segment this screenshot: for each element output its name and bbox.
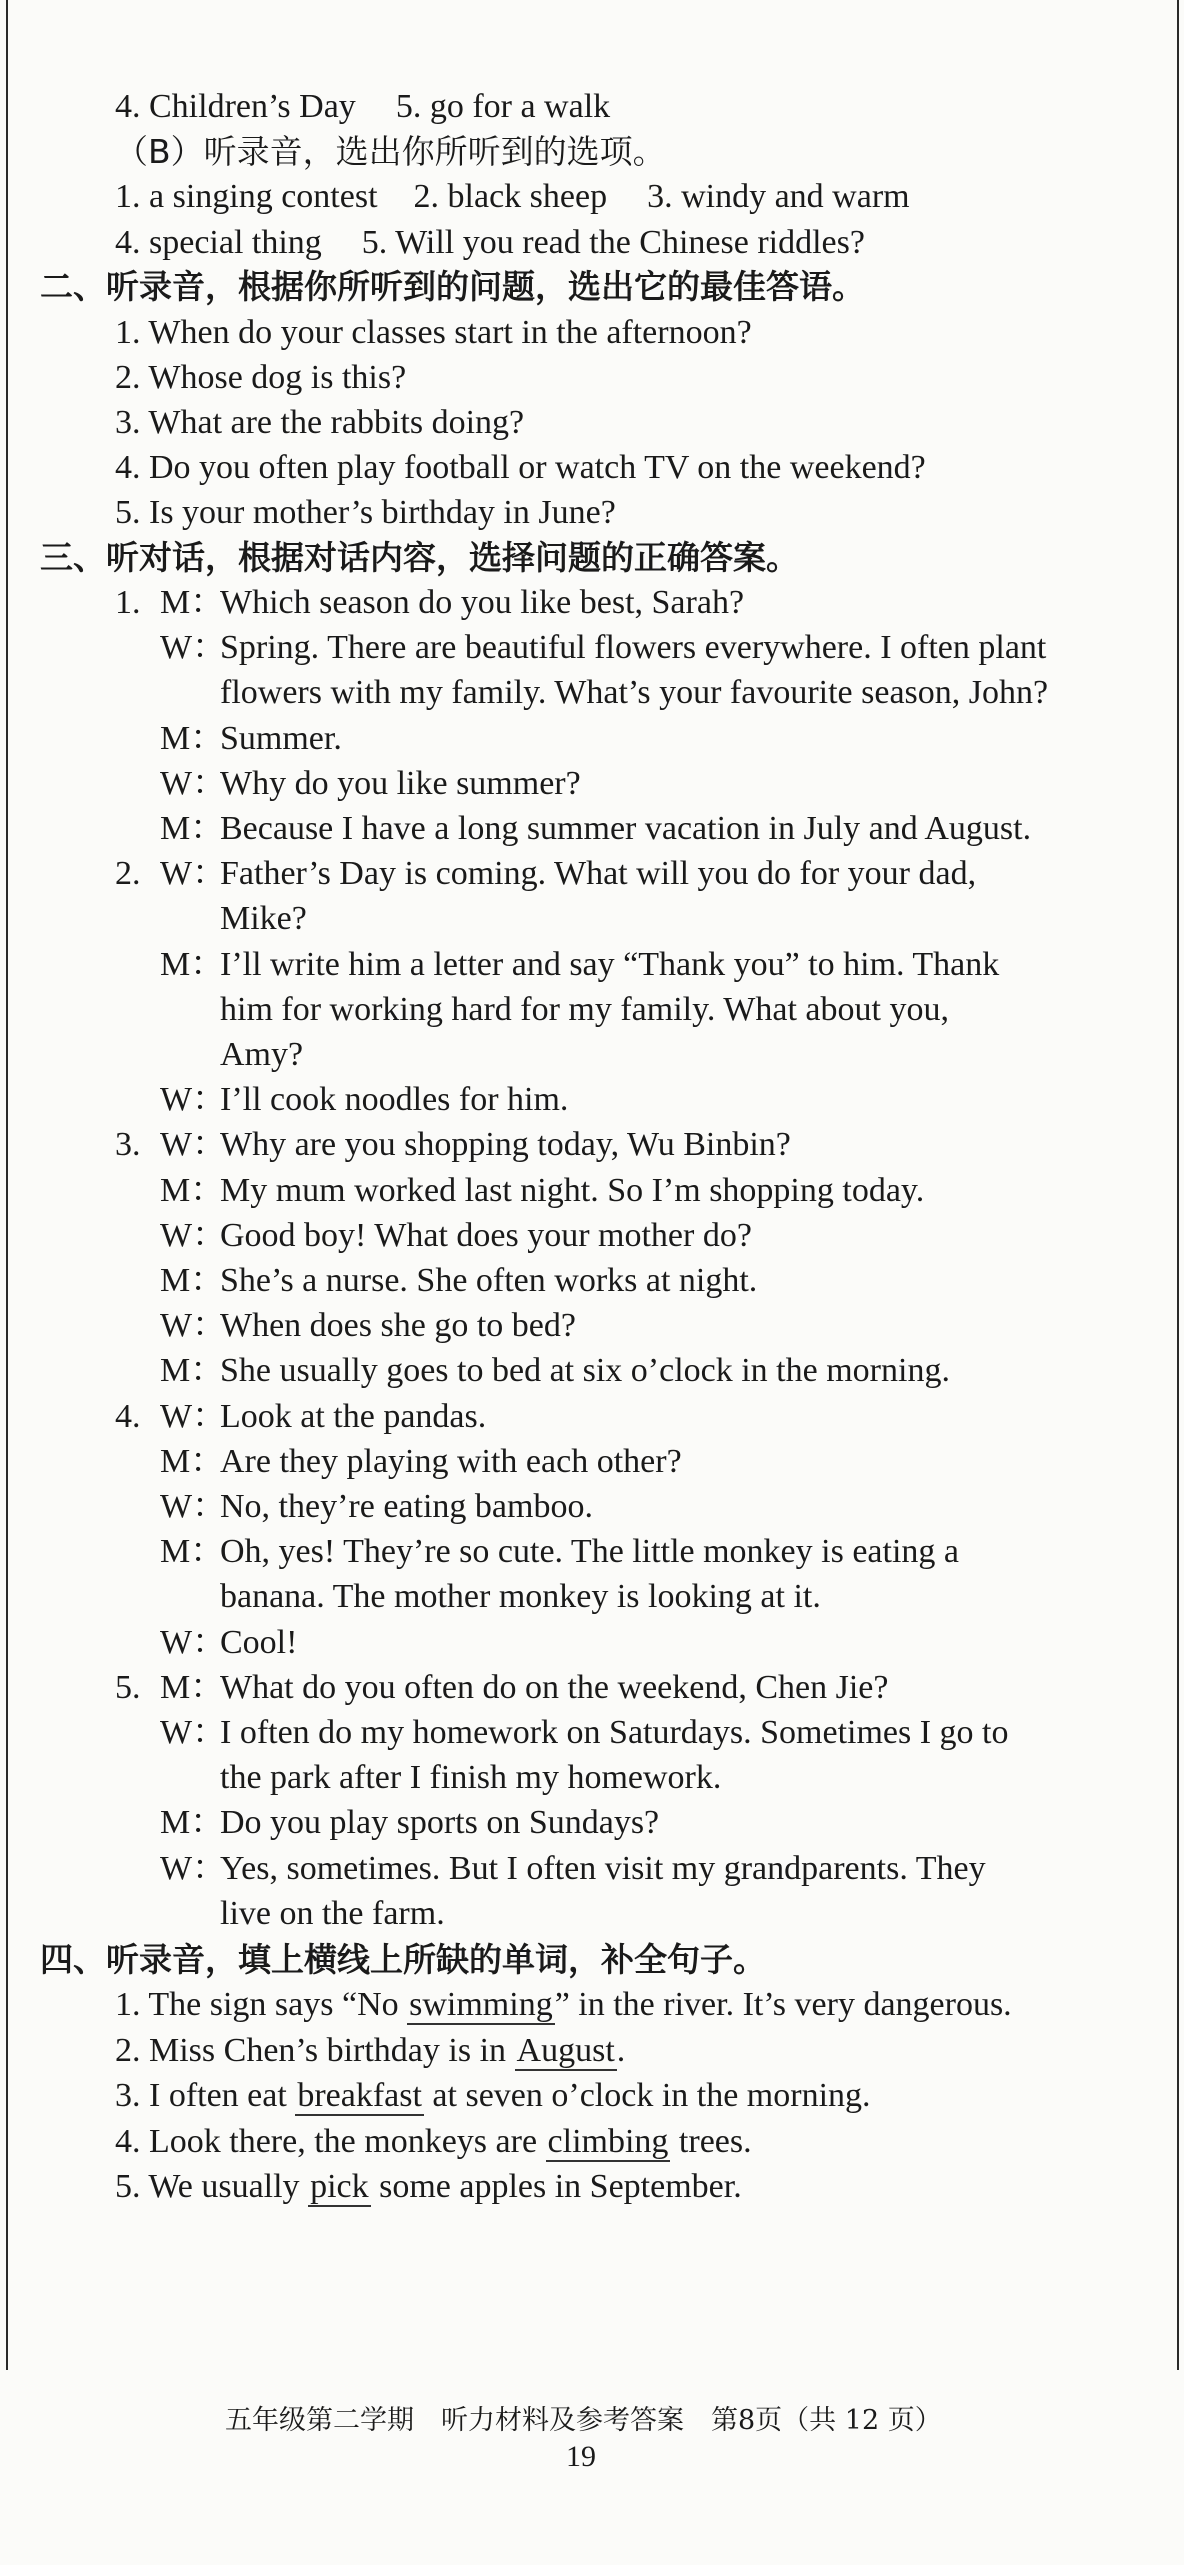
dialogue-number: 4. [115, 1397, 141, 1435]
dialogue-line [115, 1484, 593, 1530]
dialogue-line [115, 1665, 888, 1711]
speaker-label: W： [160, 1849, 227, 1887]
dialogue-line [115, 942, 999, 988]
dialogue-text: the park after I finish my homework. [220, 1759, 722, 1797]
dialogue-line [115, 851, 976, 897]
dialogue-line [115, 1077, 568, 1123]
speaker-label: W： [160, 1623, 227, 1661]
part-b-item-4: 4. special thing [115, 224, 322, 261]
speaker-label: W： [160, 1397, 227, 1435]
dialogue-line [115, 1710, 1009, 1756]
dialogue-number: 2. [115, 855, 141, 893]
speaker-label: M： [160, 1262, 225, 1299]
dialogue-text: Why are you shopping today, Wu Binbin? [220, 1126, 791, 1164]
answer-word: breakfast [297, 2077, 422, 2114]
fill-sentence [115, 2164, 742, 2210]
dialogue-text: My mum worked last night. So I’m shopping today. [220, 1171, 925, 1209]
dialogue-line [115, 1122, 791, 1168]
dialogue-line [115, 1168, 924, 1214]
speaker-label: W： [160, 1216, 227, 1254]
sentence-before: 3. I often eat [115, 2077, 296, 2114]
sentence-before: 2. Miss Chen’s birthday is in [115, 2031, 515, 2069]
dialogue-line [115, 1846, 986, 1892]
page-number: 19 [566, 2440, 596, 2473]
dialogue-number: 3. [115, 1126, 141, 1164]
part-b-item-2: 2. black sheep [413, 178, 608, 215]
dialogue-text: Oh, yes! They’re so cute. The little monkey is eating a [220, 1533, 959, 1571]
fill-sentence [115, 2028, 625, 2074]
dialogue-text: Why do you like summer? [220, 764, 581, 802]
speaker-label: M： [160, 945, 225, 983]
right-border-line [1177, 0, 1179, 2370]
sentence-after: at seven o’clock in the morning. [423, 2077, 871, 2114]
part-a-item-5: 5. go for a walk [395, 88, 611, 125]
section-2-item: 3. What are the rabbits doing? [115, 404, 525, 441]
part-a-item-4: 4. Children’s Day [115, 88, 356, 125]
speaker-label: M： [160, 810, 225, 847]
dialogue-line [115, 1348, 950, 1394]
speaker-label: M： [160, 1352, 225, 1390]
dialogue-line [115, 1032, 303, 1078]
speaker-label: W： [160, 1081, 227, 1119]
page-footer-caption: 五年级第二学期 听力材料及参考答案 第8页（共 12 页） [225, 2405, 942, 2436]
dialogue-text: Do you play sports on Sundays? [220, 1804, 660, 1842]
sentence-after: ” in the river. It’s very dangerous. [554, 1986, 1012, 2023]
speaker-label: W： [160, 629, 227, 667]
part-b-row-1 [115, 174, 910, 220]
dialogue-text: Father’s Day is coming. What will you do for your dad, [220, 855, 977, 893]
answer-word: swimming [409, 1986, 553, 2023]
dialogue-line [115, 1213, 752, 1259]
dialogue-line [115, 1529, 959, 1575]
part-a-items [115, 84, 610, 130]
sentence-after: trees. [670, 2122, 752, 2160]
speaker-label: W： [160, 855, 227, 893]
dialogue-text: Spring. There are beautiful flowers everywhere. I often plant [220, 629, 1047, 667]
part-b-item-1: 1. a singing contest [115, 178, 378, 215]
dialogue-text: I’ll cook noodles for him. [220, 1081, 569, 1119]
fill-sentence [115, 1982, 1012, 2028]
speaker-label: M： [160, 584, 225, 621]
answer-word: August [516, 2031, 615, 2069]
speaker-label: W： [160, 1714, 227, 1751]
part-b-item-5: 5. Will you read the Chinese riddles? [361, 224, 865, 261]
dialogue-text: Yes, sometimes. But I often visit my grandparents. They [220, 1849, 986, 1887]
dialogue-text: Good boy! What does your mother do? [220, 1216, 752, 1254]
dialogue-text: Summer. [220, 719, 342, 757]
sentence-after: some apples in September. [370, 2168, 742, 2205]
section-2-item: 1. When do your classes start in the afternoon? [115, 314, 752, 351]
dialogue-text: Because I have a long summer vacation in July and August. [220, 810, 1032, 847]
fill-sentence [115, 2119, 752, 2165]
dialogue-text: Look at the pandas. [220, 1397, 487, 1435]
sentence-before: 5. We usually [115, 2168, 309, 2205]
dialogue-number: 5. [115, 1668, 141, 1706]
speaker-label: M： [160, 1668, 225, 1706]
dialogue-line [115, 670, 1048, 716]
sentence-before: 1. The sign says “No [115, 1986, 408, 2023]
dialogue-line [115, 761, 581, 807]
dialogue-text: She usually goes to bed at six o’clock in the morning. [220, 1352, 950, 1390]
dialogue-line [115, 1574, 821, 1620]
dialogue-text: Cool! [220, 1623, 298, 1661]
dialogue-text: When does she go to bed? [220, 1307, 576, 1345]
part-b-row-2 [115, 220, 865, 266]
dialogue-number: 1. [115, 584, 141, 621]
speaker-label: M： [160, 1171, 225, 1209]
dialogue-text: him for working hard for my family. What about you, [220, 990, 949, 1028]
dialogue-text: banana. The mother monkey is looking at it. [220, 1578, 821, 1616]
dialogue-line [115, 987, 949, 1033]
dialogue-text: I often do my homework on Saturdays. Sometimes I go to [220, 1714, 1009, 1751]
section-2-item: 5. Is your mother’s birthday in June? [115, 494, 616, 531]
dialogue-text: Are they playing with each other? [220, 1442, 682, 1480]
answer-word: climbing [547, 2122, 669, 2160]
dialogue-text: flowers with my family. What’s your favourite season, John? [220, 674, 1049, 712]
dialogue-line [115, 1620, 297, 1666]
section-2-item: 4. Do you often play football or watch TV on the weekend? [115, 449, 926, 486]
dialogue-text: What do you often do on the weekend, Chen Jie? [220, 1668, 889, 1706]
speaker-label: W： [160, 1126, 227, 1164]
speaker-label: W： [160, 1307, 227, 1345]
dialogue-line [115, 580, 744, 626]
dialogue-text: I’ll write him a letter and say “Thank you” to him. Thank [220, 945, 1000, 983]
dialogue-line [115, 716, 342, 762]
dialogue-text: Mike? [220, 900, 307, 938]
dialogue-line [115, 625, 1046, 671]
answer-word: pick [310, 2168, 369, 2205]
speaker-label: M： [160, 1533, 225, 1571]
speaker-label: M： [160, 1442, 225, 1480]
dialogue-line [115, 1800, 659, 1846]
dialogue-text: live on the farm. [220, 1894, 445, 1932]
dialogue-line [115, 1303, 576, 1349]
section-2-item: 2. Whose dog is this? [115, 359, 407, 396]
dialogue-text: Which season do you like best, Sarah? [220, 584, 745, 621]
section-3-heading: 三、听对话，根据对话内容，选择问题的正确答案。 [40, 538, 799, 577]
speaker-label: M： [160, 719, 225, 757]
sentence-before: 4. Look there, the monkeys are [115, 2122, 546, 2160]
part-b-item-3: 3. windy and warm [647, 178, 910, 215]
sentence-after: . [616, 2031, 626, 2069]
speaker-label: M： [160, 1804, 225, 1842]
dialogue-text: Amy? [220, 1036, 304, 1073]
dialogue-line [115, 1258, 757, 1304]
dialogue-line [115, 1439, 682, 1485]
dialogue-line [115, 806, 1031, 852]
section-4-heading: 四、听录音，填上横线上所缺的单词，补全句子。 [40, 1940, 766, 1979]
speaker-label: W： [160, 764, 227, 802]
dialogue-line [115, 1394, 486, 1440]
dialogue-line [115, 1755, 721, 1801]
dialogue-text: No, they’re eating bamboo. [220, 1488, 593, 1525]
dialogue-line [115, 896, 307, 942]
section-2-heading: 二、听录音，根据你所听到的问题，选出它的最佳答语。 [40, 267, 865, 306]
fill-sentence [115, 2073, 871, 2119]
part-b-label: （B）听录音，选出你所听到的选项。 [115, 132, 666, 171]
dialogue-text: She’s a nurse. She often works at night. [220, 1262, 758, 1299]
speaker-label: W： [160, 1488, 227, 1525]
dialogue-line [115, 1891, 445, 1937]
left-border-line [6, 0, 8, 2370]
